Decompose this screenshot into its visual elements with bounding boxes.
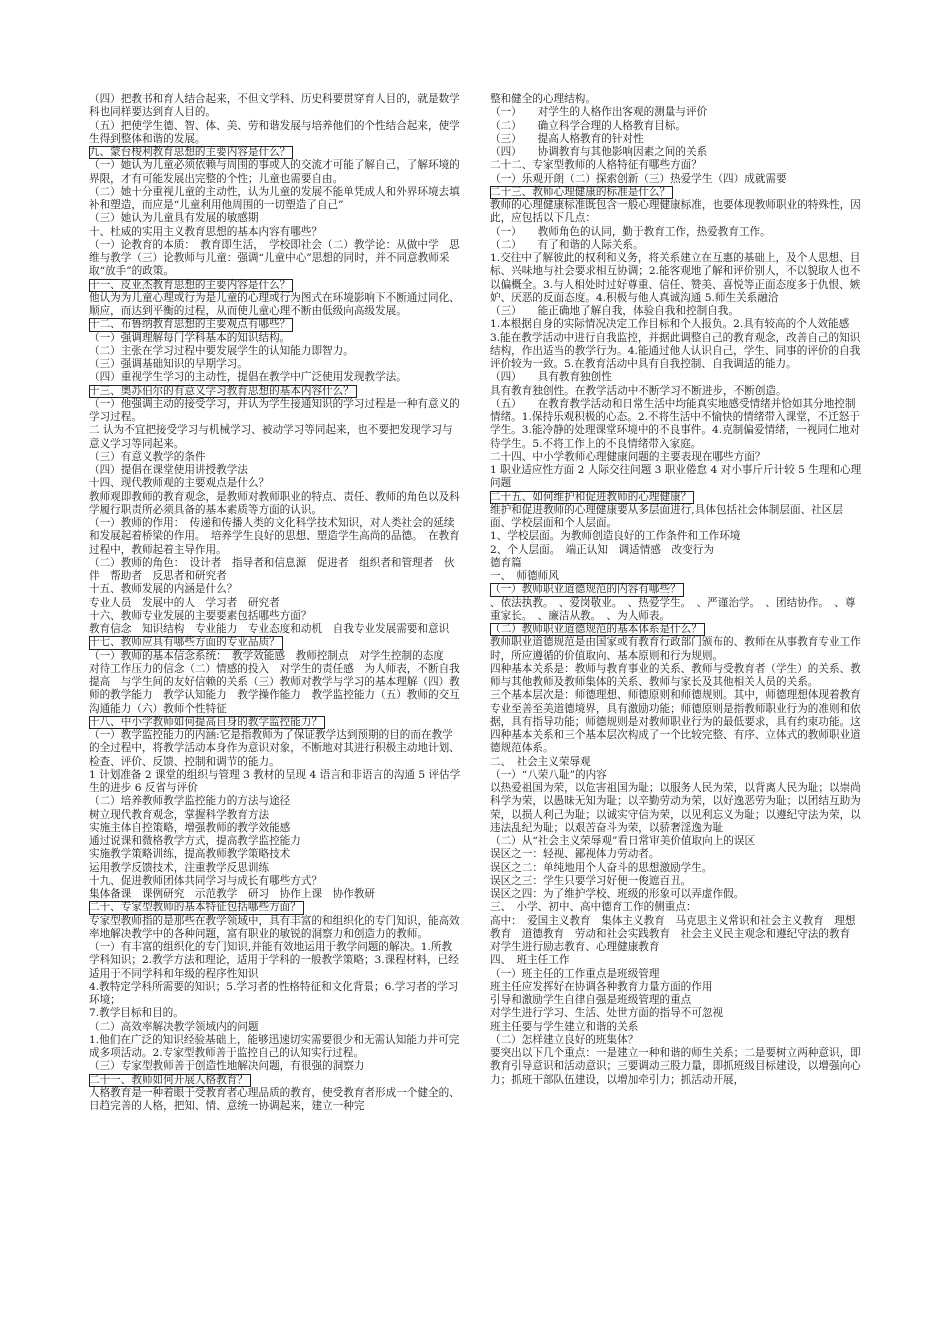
list-item: （三） 能正确地了解自我，体验自我和控制自我。 xyxy=(490,305,739,317)
section-heading: 十、杜威的实用主义教育思想的基本内容有哪些？ xyxy=(89,225,323,238)
paragraph: 高中： 爱国主义教育 集体主义教育 马克思主义常识和社会主义教育 理想教育 道德教育 劳动和社会实践教育 社会主义民主观念和遵纪守法的教育 对学生进行励志教育、心理健康教育 xyxy=(490,914,861,953)
paragraph: 要突出以下几个重点：一是建立一种和谐的师生关系；二是要树立两种意识，即教育引导意识和活动意识；三要调动三股力量，即抓班级目标建设，以增强向心力；抓班干部队伍建设，以增加牵引力；抓活动开展， xyxy=(490,1047,861,1086)
section-heading: 十三、奥苏伯尔的有意义学习教育思想的基本内容什么？ xyxy=(89,385,357,398)
paragraph: （二）怎样建立良好的班集体？ xyxy=(490,1033,639,1046)
paragraph: （二）她十分重视儿童的主动性，认为儿童的发展不能单凭成人和外界环境去填补和塑造，而应是“儿童利用他周围的一切塑造了自己” xyxy=(89,185,460,211)
list-item: 误区之三：学生只要学习好便一俊遮百丑。 xyxy=(490,874,692,887)
list-item: （一） 教师角色的认同，勤于教育工作，热爱教育工作。 xyxy=(490,225,771,238)
section-heading: 二十四、中小学教师心理健康问题的主要表现在哪些方面？ xyxy=(490,450,766,463)
list-item: 班主任要与学生建立和谐的关系 xyxy=(490,1020,639,1033)
paragraph: （一）教师的基本信念系统： 教学效能感 教师控制点 对学生控制的态度 对待工作压力的信念（二）情感的投入 对学生的责任感 为人师表，不断自我提高 与学生间的友好信赖的关系（三）教师对教学与学习的基本理解（四）教师的教学能力 教学认知能力 教学操作能力 教学监控能力（五）教师的交互沟通能力（六）教师个性特征 xyxy=(89,649,460,715)
section-heading: 十七、教师应具有哪些方面的专业品质？ xyxy=(89,636,283,649)
paragraph: 、依法执教。 、爱岗敬业。 、热爱学生。 、严谨治学。 、团结协作。 、尊重家长。 、廉洁从教。 、为人师表。 xyxy=(490,596,856,622)
paragraph: （四）把教书和育人结合起来，不但文学科、历史科要贯穿育人目的，就是数学科也同样要达到育人目的。 xyxy=(89,93,460,119)
list-item: （三） 提高人格教育的针对性 xyxy=(490,132,644,145)
section-heading: 二、 社会主义荣辱观 xyxy=(490,755,591,768)
paragraph: 1 职业适应性方面 2 人际交往问题 3 职业倦怠 4 对小事斤斤计较 5 生理和心理问题 xyxy=(490,464,862,490)
list-item: 运用教学反馈技术，注重教学反思训练 xyxy=(89,861,270,874)
section-heading: 十四、现代教师观的主要观点是什么？ xyxy=(89,477,270,490)
list-item: 对学生进行学习、生活、处世方面的指导不可忽视 xyxy=(490,1007,724,1020)
list-item: （四） 具有教育独创性 xyxy=(490,371,612,384)
paragraph: 7.教学目标和目的。 xyxy=(89,1007,184,1020)
part-title: 德育篇 xyxy=(490,556,522,569)
paragraph: （一）乐观开朗（二）探索创新（三）热爱学生（四）成就需要 xyxy=(490,172,787,185)
list-item: 引导和激励学生自律自强是班级管理的重点 xyxy=(490,994,692,1006)
paragraph: 教师职业道德规范是由国家或有教育行政部门颁布的、教师在从事教育专业工作时，所应遵循的价值取向、基本原则和行为规则。 xyxy=(490,636,861,662)
section-heading: 十一、皮亚杰教育思想的主要内容是什么？ xyxy=(89,279,293,292)
paragraph: （四）提倡在课堂使用讲授教学法 xyxy=(89,464,248,476)
paragraph: （二）高效率解决教学领域内的问题 xyxy=(89,1020,259,1033)
paragraph: 教师的心理健康标准既包含一般心理健康标准，也要体现教师职业的特殊性，因此，应包括以下几点： xyxy=(490,199,861,225)
paragraph: 三个基本层次是：师德理想、师德原则和师德规则。其中，师德理想体现着教育专业至善至美道德境界，具有激励功能；师德原则是指教师职业行为的准则和依据，具有指导功能；师德规则是对教师职业行为的最低要求，具有约束功能。这四种基本关系和三个基本层次构成了一个比较完整、有序、立体式的教师职业道德规范体系。 xyxy=(490,689,861,755)
left-column xyxy=(89,93,461,1333)
paragraph: （一）教学监控能力的内涵:它是指教师为了保证教学达到预期的目的而在教学的全过程中，将教学活动本身作为意识对象，不断地对其进行积极主动地计划、检查、评价、反馈、控制和调节的能力。 xyxy=(89,729,460,768)
section-heading: 十六、教师专业发展的主要要素包括哪些方面？ xyxy=(89,609,312,622)
list-item: 实施主体自控策略，增强教师的教学效能感 xyxy=(89,821,291,834)
paragraph: 专家型教师指的是那些在教学领域中，具有丰富的和组织化的专门知识，能高效率地解决教学中的各种问题，富有职业的敏锐的洞察力和创造力的教师。 xyxy=(89,914,460,940)
paragraph: （一）强调理解每门学科基本的知识结构。 xyxy=(89,331,291,344)
section-heading: 二十二、专家型教师的人格特征有哪些方面？ xyxy=(490,159,702,172)
paragraph: （三）她认为儿童具有发展的敏感期 xyxy=(89,212,259,225)
paragraph: （一）她认为儿童必须依赖与周围的事或人的交流才可能了解自己，了解环境的界限，才有可能发展出完整的个性；儿童也需要自由。 xyxy=(89,159,460,185)
paragraph: 四种基本关系是：教师与教育事业的关系、教师与受教育者（学生）的关系、教师与其他教师及教师集体的关系、教师与家长及其他相关人员的关系。 xyxy=(490,662,861,688)
list-item: 通过说课和微格教学方式，提高教学监控能力 xyxy=(89,835,301,847)
section-heading: 二十三、教师心理健康的标准是什么？ xyxy=(490,186,673,199)
paragraph: 以热爱祖国为荣，以危害祖国为耻；以服务人民为荣，以背离人民为耻；以崇尚科学为荣，以愚昧无知为耻；以辛勤劳动为荣，以好逸恶劳为耻；以团结互助为荣，以损人利己为耻；以诚实守信为荣，以见利忘义为耻；以遵纪守法为荣，以违法乱纪为耻；以艰苦奋斗为荣，以骄奢淫逸为耻 xyxy=(490,782,861,834)
paragraph: （五） 在教育教学活动和日常生活中均能真实地感受情绪并恰如其分地控制情绪。1.保持乐观积极的心态。2.不将生活中不愉快的情绪带入课堂，不迁怒于学生。3.能冷静的处理课堂环境中的不良事件。4.克制偏爱情绪，一视同仁地对待学生。5.不将工作上的不良情绪带入家庭。 xyxy=(490,397,860,450)
list-item: （四） 协调教育与其他影响因素之间的关系 xyxy=(490,146,708,158)
paragraph: 1.本根据自身的实际情况决定工作目标和个人报负。2.具有较高的个人效能感 xyxy=(490,318,850,331)
list-item: 树立现代教育观念，掌握科学教育方法 xyxy=(89,808,270,821)
list-item: 班主任应发挥好在协调各种教育力量方面的作用 xyxy=(490,980,713,993)
paragraph: （一）论教育的本质： 教育即生活， 学校即社会（二）教学论：从做中学 思维与教学（三）论教师与儿童：强调“儿童中心”思想的同时，并不同意教师采取“放手”的政策。 xyxy=(89,238,460,278)
paragraph: （一）“八荣八耻”的内容 xyxy=(490,768,607,781)
paragraph: （一）教师的作用： 传递和传播人类的文化科学技术知识，对人类社会的延续和发展起着桥梁的作用。 培养学生良好的思想、塑造学生高尚的品德。 在教育过程中，教师起着主导作用。 xyxy=(89,517,460,556)
list-item: （二） 有了和谐的人际关系。 xyxy=(490,238,644,251)
paragraph: （三）有意义教学的条件 xyxy=(89,450,206,463)
list-item: 实施教学策略训练，提高教师教学策略技术 xyxy=(89,848,291,861)
paragraph: （一）他强调主动的接受学习，并认为学生接通知识的学习过程是一种有意义的学习过程。 xyxy=(89,397,460,423)
paragraph: 1、学校层面。为教师创造良好的工作条件和工作环境 xyxy=(490,530,741,543)
list-item: （二） 确立科学合理的人格教育目标。 xyxy=(490,119,686,132)
paragraph: 专业人员 发展中的人 学习者 研究者 xyxy=(89,596,280,609)
list-item: 误区之四：为了维护学校、班级的形象可以弄虚作假。 xyxy=(490,888,745,900)
paragraph: （四）重视学生学习的主动性，提倡在教学中广泛使用发现教学法。 xyxy=(89,371,407,384)
paragraph: （三）专家型教师善于创造性地解决问题，有很强的洞察力 xyxy=(89,1060,365,1073)
paragraph: 教育信念 知识结构 专业能力 专业态度和动机 自我专业发展需要和意识 xyxy=(89,623,450,635)
paragraph: 他认为为儿童心理或行为是儿童的心理或行为图式在环境影响下不断通过同化、顺应，而达到平衡的过程，从而使儿童心理不断由低级向高级发展。 xyxy=(89,291,460,317)
paragraph: 1.他们在广泛的知识经验基础上，能够迅速切实需要很少和无需认知能力并可完成多项活动。2.专家型教师善于监控自己的认知实行过程。 xyxy=(89,1033,460,1059)
paragraph: 教师观即教师的教育观念，是教师对教师职业的特点、责任、教师的角色以及科学履行职责所必须具备的基本素质等方面的认识。 xyxy=(89,490,460,516)
section-heading: 一、 师德师风 xyxy=(490,570,559,582)
paragraph: （二）从“社会主义荣辱观”看日常审美价值取向上的误区 xyxy=(490,835,756,847)
section-heading: 十二、布鲁纳教育思想的主要观点有哪些？ xyxy=(89,318,293,331)
section-heading: 十八、中小学教师如何提高自身的教学监控能力？ xyxy=(89,716,325,729)
paragraph: （二）培养教师教学监控能力的方法与途径 xyxy=(89,795,291,808)
section-heading: 二十一、教师如何开展人格教育？ xyxy=(89,1074,251,1087)
paragraph: 1 计划准备 2 课堂的组织与管理 3 教材的呈现 4 语言和非语言的沟通 5 评估学生的进步 6 反省与评价 xyxy=(89,768,461,794)
paragraph: 人格教育是一种着眼于受教育者心理品质的教育，使受教育者形成一个健全的、日趋完善的人格，把知、情、意统一协调起来，建立一种完 xyxy=(89,1086,460,1112)
section-heading: （一）教师职业道德规范的内容有哪些？ xyxy=(490,583,684,596)
right-column xyxy=(490,93,863,1333)
section-heading: 三、 小学、初中、高中德育工作的侧重点： xyxy=(490,901,697,914)
paragraph: （一）有丰富的组织化的专门知识,并能有效地运用于教学问题的解决。1.所教学科知识；2.教学方法和理论，适用于学科的一般教学策略；3.课程材料，已经适用于不同学科和年级的程序性知识 xyxy=(89,941,459,980)
paragraph: 4.教特定学科所需要的知识；5.学习者的性格特征和文化背景；6.学习者的学习环境； xyxy=(89,980,459,1006)
section-heading: 二十五、如何维护和促进教师的心理健康？ xyxy=(490,491,694,504)
paragraph: 整和健全的心理结构。 xyxy=(490,93,596,105)
section-heading: 四、 班主任工作 xyxy=(490,954,570,967)
paragraph: 二 认为不宜把接受学习与机械学习、被动学习等同起来，也不要把发现学习与意义学习等同起来。 xyxy=(89,424,453,450)
paragraph: 2、个人层面。 端正认知 调适情感 改变行为 xyxy=(490,543,714,556)
paragraph: （一）班主任的工作重点是班级管理 xyxy=(490,967,660,980)
list-item: （一） 对学生的人格作出客观的测量与评价 xyxy=(490,106,708,119)
list-item: 误区之二：单纯地用个人奋斗的思想激励学生。 xyxy=(490,861,713,874)
paragraph: （三）强调基础知识的早期学习。 xyxy=(89,358,248,370)
paragraph: （二）主张在学习过程中要发展学生的认知能力即智力。 xyxy=(89,344,354,357)
paragraph: 具有教育独创性。在教学活动中不断学习不断进步，不断创造。 xyxy=(490,384,787,397)
section-heading: （二）教师职业道德规范的基本体系是什么？ xyxy=(490,623,705,636)
paragraph: 3.能在教学活动中进行自我监控，并据此调整自己的教育观念，改善自己的知识结构，作出适当的教学行为。4.能通过他人认识自己，学生、同事的评价的自我评价较为一致。5.在教育活动中具有自我控制、自我调适的能力。 xyxy=(490,331,861,370)
paragraph: 集体备课 课例研究 示范教学 研习 协作上课 协作教研 xyxy=(89,888,376,900)
paragraph: （五）把使学生德、智、体、美、劳和谐发展与培养他们的个性结合起来，使学生得到整体和谐的发展。 xyxy=(89,119,460,145)
paragraph: （二）教师的角色： 设计者 指导者和信息源 促进者 组织者和管理者 伙伴 帮助者 反思者和研究者 xyxy=(89,556,455,582)
section-heading: 十九、促进教师团体共同学习与成长有哪些方式？ xyxy=(89,874,323,887)
section-heading: 十五、教师发展的内涵是什么？ xyxy=(89,583,238,596)
list-item: 误区之一：轻视、鄙视体力劳动者。 xyxy=(490,848,660,861)
paragraph: 维护和促进教师的心理健康要从多层面进行,具体包括社会体制层面、社区层面、学校层面和个人层面。 xyxy=(490,503,843,529)
paragraph: 1.交往中了解彼此的权利和义务，将关系建立在互惠的基础上，及个人思想、目标、兴味地与社会要求相互协调；2.能客观地了解和评价别人，不以貌取人也不以偏概全。3.与人相处时过好尊重、信任、赞美、喜悦等正面态度多于仇恨、嫉妒、厌恶的反面态度。4.积极与他人真诚沟通 5.师生关系融洽 xyxy=(490,252,861,304)
section-heading: 九、蒙台梭利教育思想的主要内容是什么？ xyxy=(89,146,293,159)
section-heading: 二十、专家型教师的基本特征包括哪些方面？ xyxy=(89,901,304,914)
